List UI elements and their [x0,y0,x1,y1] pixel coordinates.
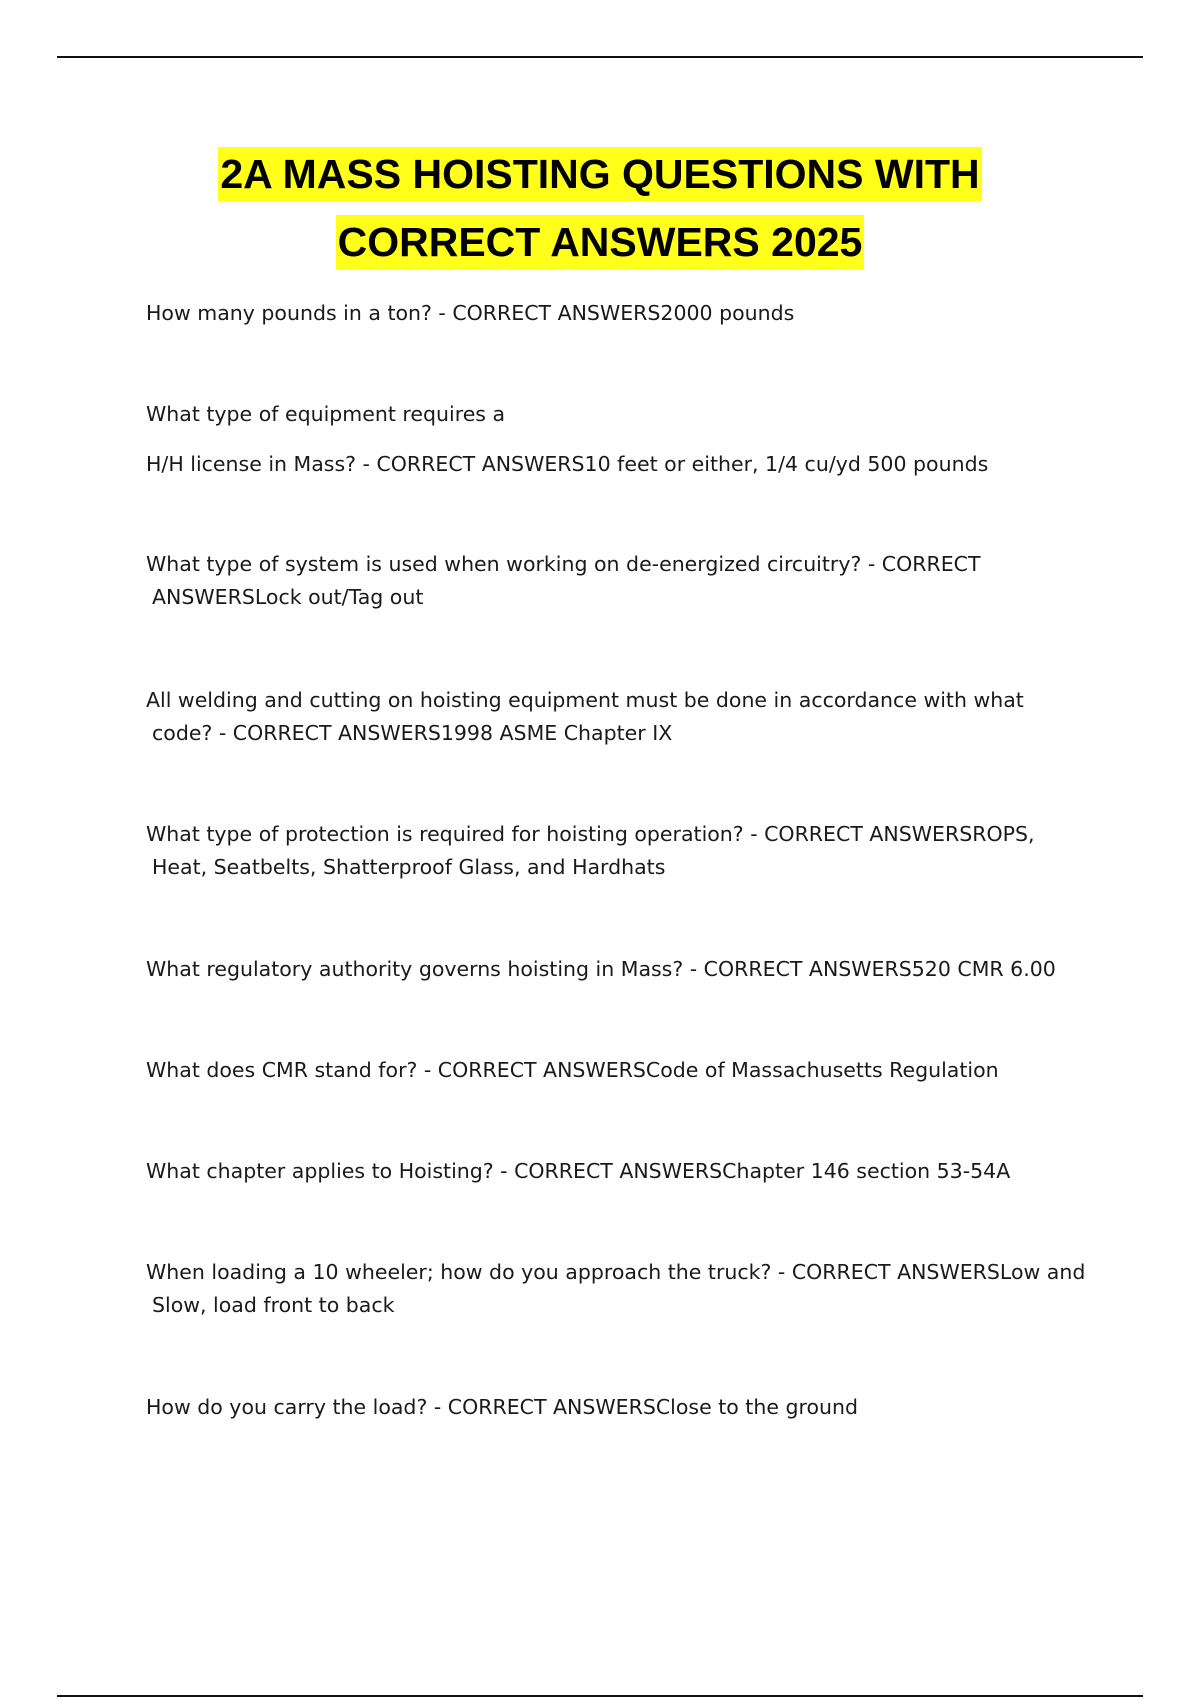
qa-line: What does CMR stand for? - CORRECT ANSWERSCode of Massachusetts Regulation [146,1058,999,1082]
qa-line: Slow, load front to back [152,1293,395,1317]
qa-line: What type of system is used when working on de-energized circuitry? - CORRECT [146,552,981,576]
qa-item [146,398,1106,481]
qa-line: What type of protection is required for hoisting operation? - CORRECT ANSWERSROPS, [146,822,1035,846]
title-line-1: 2A MASS HOISTING QUESTIONS WITH [218,147,981,201]
qa-item [146,953,1106,986]
qa-line: code? - CORRECT ANSWERS1998 ASME Chapter IX [152,721,673,745]
qa-line: When loading a 10 wheeler; how do you approach the truck? - CORRECT ANSWERSLow and [146,1260,1086,1284]
qa-item [146,1391,1106,1424]
qa-line: How do you carry the load? - CORRECT ANSWERSClose to the ground [146,1395,858,1419]
qa-item [146,684,1106,750]
qa-line: Heat, Seatbelts, Shatterproof Glass, and Hardhats [152,855,666,879]
qa-item [146,548,1106,614]
qa-item [146,818,1106,884]
qa-line: What regulatory authority governs hoisting in Mass? - CORRECT ANSWERS520 CMR 6.00 [146,957,1056,981]
qa-line: All welding and cutting on hoisting equipment must be done in accordance with what [146,688,1024,712]
qa-line: How many pounds in a ton? - CORRECT ANSWERS2000 pounds [146,301,795,325]
qa-line: ANSWERSLock out/Tag out [152,585,424,609]
qa-line: What chapter applies to Hoisting? - CORRECT ANSWERSChapter 146 section 53-54A [146,1159,1011,1183]
qa-item [146,297,1106,330]
qa-item [146,1155,1106,1188]
qa-item [146,1054,1106,1087]
qa-item [146,1256,1106,1322]
title-line-2: CORRECT ANSWERS 2025 [336,215,865,269]
document-title [0,140,1200,276]
qa-line: What type of equipment requires a [146,402,506,426]
top-rule [57,56,1143,58]
qa-line: H/H license in Mass? - CORRECT ANSWERS10 feet or either, 1/4 cu/yd 500 pounds [146,452,989,476]
bottom-rule [57,1695,1143,1697]
